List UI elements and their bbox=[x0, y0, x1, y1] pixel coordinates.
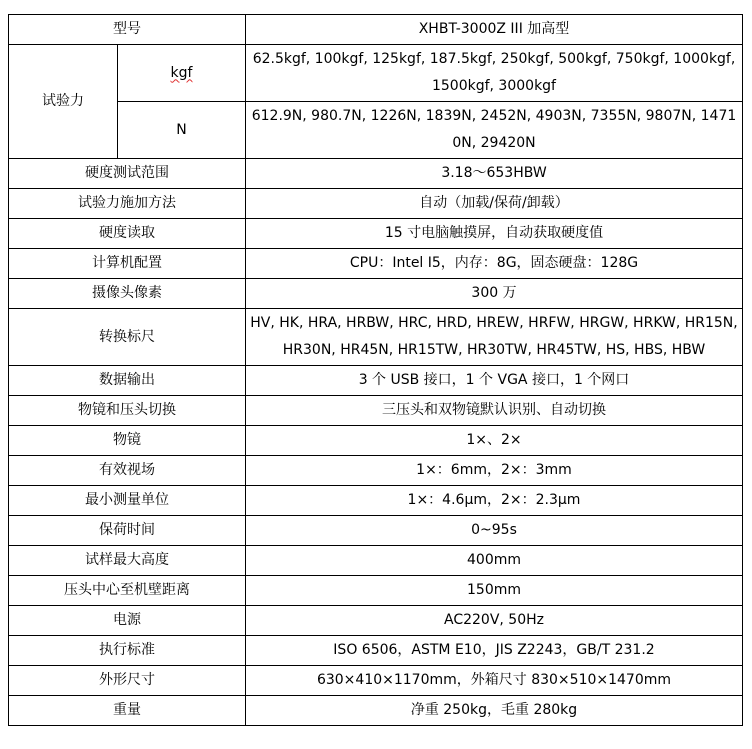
row-test-force-kgf bbox=[9, 45, 743, 102]
value-max-specimen-height: 400mm bbox=[246, 546, 743, 576]
label-dwell-time: 保荷时间 bbox=[9, 516, 246, 546]
row-hardness-reading bbox=[9, 219, 743, 249]
row-camera-pixels bbox=[9, 279, 743, 309]
label-weight: 重量 bbox=[9, 696, 246, 726]
label-max-specimen-height: 试样最大高度 bbox=[9, 546, 246, 576]
value-dimensions: 630×410×1170mm，外箱尺寸 830×510×1470mm bbox=[246, 666, 743, 696]
label-dimensions: 外形尺寸 bbox=[9, 666, 246, 696]
label-unit-n: N bbox=[118, 102, 246, 159]
label-hardness-reading: 硬度读取 bbox=[9, 219, 246, 249]
value-objective-indenter-switch: 三压头和双物镜默认识别、自动切换 bbox=[246, 396, 743, 426]
row-throat-depth bbox=[9, 576, 743, 606]
label-objective: 物镜 bbox=[9, 426, 246, 456]
row-max-specimen-height bbox=[9, 546, 743, 576]
label-standards: 执行标准 bbox=[9, 636, 246, 666]
row-objective-indenter-switch bbox=[9, 396, 743, 426]
row-power-supply bbox=[9, 606, 743, 636]
row-hardness-range bbox=[9, 159, 743, 189]
value-field-of-view: 1×：6mm，2×：3mm bbox=[246, 456, 743, 486]
value-hardness-range: 3.18～653HBW bbox=[246, 159, 743, 189]
label-field-of-view: 有效视场 bbox=[9, 456, 246, 486]
value-data-output: 3 个 USB 接口，1 个 VGA 接口，1 个网口 bbox=[246, 366, 743, 396]
spec-table bbox=[8, 14, 743, 726]
label-hardness-range: 硬度测试范围 bbox=[9, 159, 246, 189]
label-data-output: 数据输出 bbox=[9, 366, 246, 396]
row-force-method bbox=[9, 189, 743, 219]
value-min-measure-unit: 1×：4.6μm，2×：2.3μm bbox=[246, 486, 743, 516]
value-test-force-n: 612.9N, 980.7N, 1226N, 1839N, 2452N, 4903N, 7355N, 9807N, 14710N, 29420N bbox=[246, 102, 743, 159]
label-min-measure-unit: 最小测量单位 bbox=[9, 486, 246, 516]
row-weight bbox=[9, 696, 743, 726]
value-standards: ISO 6506，ASTM E10，JIS Z2243，GB/T 231.2 bbox=[246, 636, 743, 666]
label-throat-depth: 压头中心至机壁距离 bbox=[9, 576, 246, 606]
label-conversion-scales: 转换标尺 bbox=[9, 309, 246, 366]
row-standards bbox=[9, 636, 743, 666]
value-force-method: 自动（加载/保荷/卸载） bbox=[246, 189, 743, 219]
label-camera-pixels: 摄像头像素 bbox=[9, 279, 246, 309]
value-dwell-time: 0~95s bbox=[246, 516, 743, 546]
label-force-method: 试验力施加方法 bbox=[9, 189, 246, 219]
row-computer-config bbox=[9, 249, 743, 279]
value-test-force-kgf: 62.5kgf, 100kgf, 125kgf, 187.5kgf, 250kgf, 500kgf, 750kgf, 1000kgf, 1500kgf, 3000kgf bbox=[246, 45, 743, 102]
value-conversion-scales: HV, HK, HRA, HRBW, HRC, HRD, HREW, HRFW, HRGW, HRKW, HR15N, HR30N, HR45N, HR15TW, HR30TW, HR45TW, HS, HBS, HBW bbox=[246, 309, 743, 366]
value-throat-depth: 150mm bbox=[246, 576, 743, 606]
value-hardness-reading: 15 寸电脑触摸屏，自动获取硬度值 bbox=[246, 219, 743, 249]
value-model: XHBT-3000Z III 加高型 bbox=[246, 15, 743, 45]
label-test-force: 试验力 bbox=[9, 45, 118, 159]
label-computer-config: 计算机配置 bbox=[9, 249, 246, 279]
row-data-output bbox=[9, 366, 743, 396]
label-model: 型号 bbox=[9, 15, 246, 45]
row-field-of-view bbox=[9, 456, 743, 486]
row-conversion-scales bbox=[9, 309, 743, 366]
row-min-measure-unit bbox=[9, 486, 743, 516]
row-model bbox=[9, 15, 743, 45]
value-weight: 净重 250kg，毛重 280kg bbox=[246, 696, 743, 726]
unit-kgf: kgf bbox=[170, 64, 193, 81]
label-power-supply: 电源 bbox=[9, 606, 246, 636]
label-unit-kgf bbox=[118, 45, 246, 102]
row-objective bbox=[9, 426, 743, 456]
row-test-force-n bbox=[9, 102, 743, 159]
value-computer-config: CPU：Intel I5，内存：8G，固态硬盘：128G bbox=[246, 249, 743, 279]
value-power-supply: AC220V, 50Hz bbox=[246, 606, 743, 636]
row-dimensions bbox=[9, 666, 743, 696]
label-objective-indenter-switch: 物镜和压头切换 bbox=[9, 396, 246, 426]
value-camera-pixels: 300 万 bbox=[246, 279, 743, 309]
row-dwell-time bbox=[9, 516, 743, 546]
value-objective: 1×、2× bbox=[246, 426, 743, 456]
